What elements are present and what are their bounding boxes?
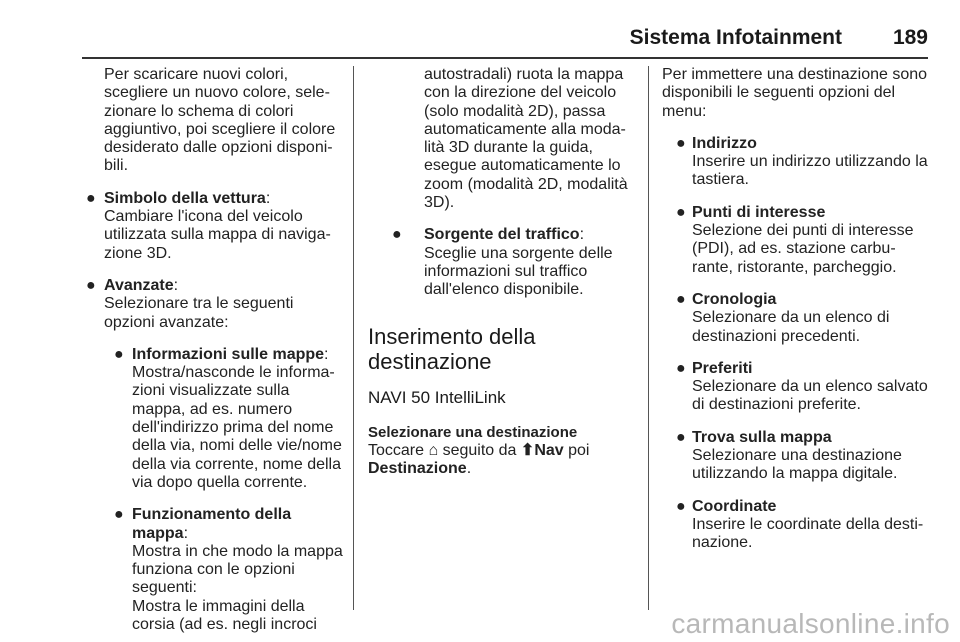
item-text: Selezionare da un elenco di destinazioni precedenti. [692, 309, 890, 345]
list-item: ● Avanzate: Selezionare tra le seguenti opzioni avanzate: [82, 277, 344, 332]
paragraph: Per immettere una destinazione sono disponibili le seguenti opzioni del menu: [662, 66, 928, 120]
item-text: Selezionare da un elenco salvato di destinazioni preferite. [692, 378, 928, 414]
watermark: carmanualsonline.info [671, 608, 950, 639]
item-title: Cronologia [692, 290, 777, 308]
list-item [662, 291, 930, 346]
bullet-icon: ● [86, 276, 96, 294]
section-heading: Inserimento della destinazione [368, 323, 536, 374]
destination-label: Destinazione [368, 459, 467, 477]
paragraph: Toccare ⌂ seguito da ⬆Nav poi Destinazione. [368, 441, 590, 477]
item-text: Inserire le coordinate della desti-nazione. [692, 515, 924, 552]
item-text: Inserire un indirizzo utilizzando la tastiera. [692, 153, 928, 189]
list-item [662, 360, 930, 415]
item-title: Trova sulla mappa [692, 428, 832, 446]
bullet-icon: ● [392, 226, 402, 244]
bullet-icon: ● [676, 359, 686, 377]
item-title: Informazioni sulle mappe [132, 345, 325, 363]
bullet-icon: ● [676, 203, 686, 221]
list-item: ● Sorgente del traffico: Sceglie una sorgente delle informazioni sul traffico dall'elenco disponibile. [368, 226, 634, 299]
item-text: Selezione dei punti di interesse (PDI), ad es. stazione carbu-rante, ristorante, parcheggio. [692, 222, 914, 276]
column-divider-2 [648, 66, 649, 610]
bullet-icon: ● [676, 428, 686, 446]
item-text: Mostra/nasconde le informa-zioni visualizzate sulla mappa, ad es. numero dell'indirizzo prima del nome della via, nomi delle vie/nome della via corrente, nome della via dopo quella corrente. [132, 364, 342, 491]
item-text: Sceglie una sorgente delle informazioni sul traffico dall'elenco disponibile. [424, 244, 613, 299]
list-item: ● Informazioni sulle mappe: Mostra/nasconde le informa-zioni visualizzate sulla mappa, ad es. numero dell'indirizzo prima del nome della via, nomi delle vie/nome della via corrente, nome della via dopo quella corrente. [110, 346, 344, 492]
item-title: Avanzate [104, 276, 174, 294]
item-text: Mostra in che modo la mappa funziona con le opzioni seguenti: [132, 542, 343, 597]
column-3 [662, 66, 930, 553]
home-icon: ⌂ [428, 441, 439, 459]
bullet-icon: ● [676, 134, 686, 152]
item-text: Selezionare una destinazione utilizzando la mappa digitale. [692, 447, 902, 483]
paragraph: autostradali) ruota la mappa con la direzione del veicolo (solo modalità 2D), passa automaticamente alla moda-lità 3D durante la guida, esegue automaticamente lo zoom (modalità 2D, modalità 3D). [424, 66, 628, 212]
list-item [662, 498, 930, 553]
list-item: ● Simbolo della vettura: Cambiare l'icona del veicolo utilizzata sulla mappa di naviga-zione 3D. [82, 190, 344, 263]
navigation-arrow-icon: ⬆ [520, 441, 535, 459]
item-text: Mostra le immagini della corsia (ad es. negli incroci [132, 597, 317, 634]
column-2 [368, 66, 634, 478]
list-item [662, 204, 930, 277]
bullet-icon: ● [676, 497, 686, 515]
subsection-heading: NAVI 50 IntelliLink [368, 387, 506, 407]
paragraph: Per scaricare nuovi colori, scegliere un nuovo colore, sele-zionare lo schema di colori aggiuntivo, poi scegliere il colore desiderato dalle opzioni disponi-bili. [104, 66, 336, 175]
item-title: Coordinate [692, 497, 777, 515]
subsubsection-heading: Selezionare una destinazione [368, 423, 578, 441]
item-title: Punti di interesse [692, 203, 826, 221]
item-title: Simbolo della vettura [104, 189, 266, 207]
bullet-icon: ● [86, 189, 96, 207]
column-1 [82, 66, 344, 634]
item-title: Preferiti [692, 359, 753, 377]
item-title: Sorgente del traffico [424, 226, 580, 244]
page-header [0, 22, 960, 58]
bullet-icon: ● [114, 506, 124, 524]
column-divider-1 [353, 66, 354, 610]
nav-label: Nav [534, 441, 564, 459]
item-title: Funzionamento della mappa [132, 506, 292, 542]
bullet-icon: ● [114, 345, 124, 363]
header-rule [82, 57, 928, 59]
header-title: Sistema Infotainment [629, 26, 842, 49]
list-item [662, 135, 930, 190]
list-item [662, 429, 930, 484]
item-title: Indirizzo [692, 134, 757, 152]
bullet-icon: ● [676, 290, 686, 308]
item-text: Cambiare l'icona del veicolo utilizzata sulla mappa di naviga-zione 3D. [104, 208, 331, 262]
item-text: Selezionare tra le seguenti opzioni avanzate: [104, 295, 294, 331]
list-item: ● Funzionamento della mappa: Mostra in che modo la mappa funziona con le opzioni seguenti: Mostra le immagini della corsia (ad es. negli incroci [114, 506, 343, 634]
page-number: 189 [892, 26, 928, 49]
